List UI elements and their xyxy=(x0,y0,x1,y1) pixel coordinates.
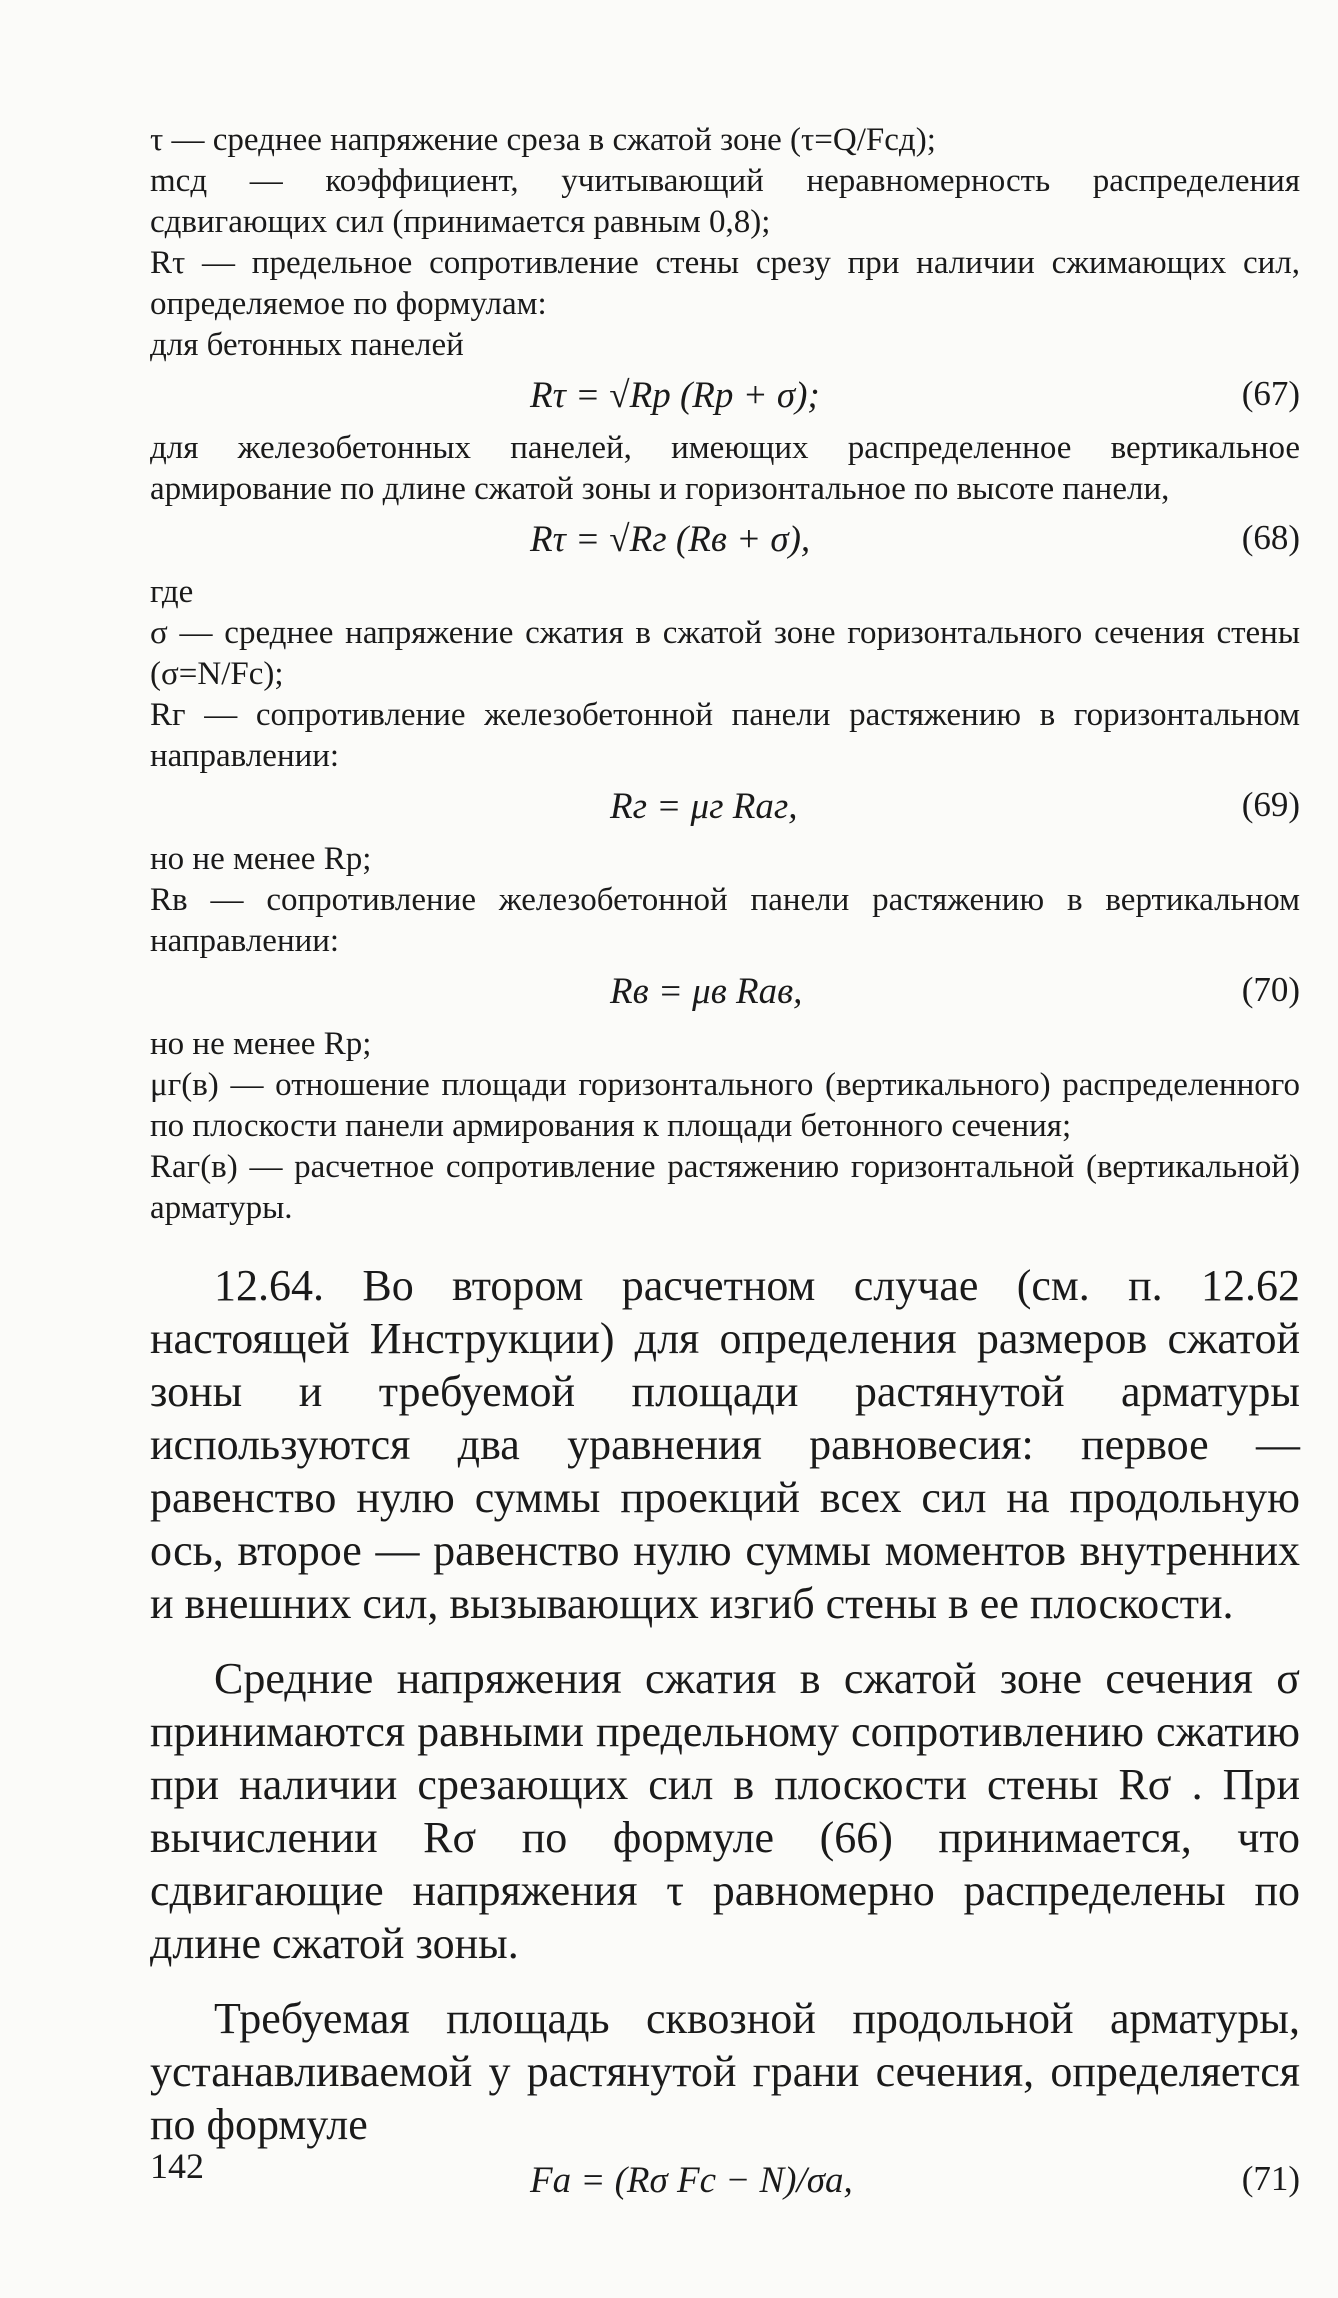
paragraph-12-64: 12.64. Во втором расчетном случае (см. п. 12.62 настоящей Инструкции) для определения размеров сжатой зоны и требуемой площади растянутой арматуры используются два уравнения равновесия: первое — равенство нулю суммы проекций всех сил на продольную ось, второе — равенство нулю суммы моментов внутренних и внешних сил, вызывающих изгиб стены в ее плоскости. xyxy=(150,1261,1300,1628)
definition-r-v: Rв — сопротивление железобетонной панели растяжению в вертикальном направлении: xyxy=(150,882,1300,959)
text-reinforced: для железобетонных панелей, имеющих распределенное вертикальное армирование по длине сжатой зоны и горизонтальное по высоте панели, xyxy=(150,430,1300,507)
definitions-mid xyxy=(150,572,1300,777)
formula-68-number: (68) xyxy=(1241,518,1300,557)
definition-mu: μг(в) — отношение площади горизонтального (вертикального) распределенного по плоскости панели армирования к площади бетонного сечения; xyxy=(150,1067,1300,1144)
definition-r-a: Rаг(в) — расчетное сопротивление растяжению горизонтальной (вертикальной) арматуры. xyxy=(150,1149,1300,1226)
label-concrete: для бетонных панелей xyxy=(150,327,464,363)
formula-71-number: (71) xyxy=(1241,2159,1300,2198)
definition-tau: τ — среднее напряжение среза в сжатой зоне (τ=Q/Fсд); xyxy=(150,122,936,158)
definition-r-tau: Rτ — предельное сопротивление стены срезу при наличии сжимающих сил, определяемое по формулам: xyxy=(150,245,1300,322)
paragraph-area: Требуемая площадь сквозной продольной арматуры, устанавливаемой у растянутой грани сечения, определяется по формуле xyxy=(150,1994,1300,2149)
paragraph-stress: Средние напряжения сжатия в сжатой зоне сечения σ принимаются равными предельному сопротивлению сжатию при наличии срезающих сил в плоскости стены Rσ . При вычислении Rσ по формуле (66) принимается, что сдвигающие напряжения τ равномерно распределены по длине сжатой зоны. xyxy=(150,1654,1300,1968)
formula-68-expr: Rτ = √Rг (Rв + σ), xyxy=(530,519,811,560)
formula-71-expr: Fа = (Rσ Fс − N)/σа, xyxy=(530,2160,853,2201)
page-number: 142 xyxy=(150,2146,204,2186)
definition-m: mсд — коэффициент, учитывающий неравномерность распределения сдвигающих сил (принимается равным 0,8); xyxy=(150,163,1300,240)
formula-69-number: (69) xyxy=(1241,785,1300,824)
formula-70 xyxy=(150,962,1300,1024)
formula-67-expr: Rτ = √Rр (Rр + σ); xyxy=(530,375,820,416)
formula-69-expr: Rг = μг Rаг, xyxy=(610,786,798,827)
formula-70-expr: Rв = μв Rав, xyxy=(610,971,803,1012)
formula-67 xyxy=(150,366,1300,428)
not-less-2: но не менее Rр; xyxy=(150,1026,372,1062)
formula-71 xyxy=(150,2151,1300,2213)
formula-70-number: (70) xyxy=(1241,970,1300,1009)
definition-r-g: Rг — сопротивление железобетонной панели растяжению в горизонтальном направлении: xyxy=(150,697,1300,774)
formula-68 xyxy=(150,510,1300,572)
formula-69 xyxy=(150,777,1300,839)
not-less-1: но не менее Rр; xyxy=(150,841,372,877)
definition-sigma: σ — среднее напряжение сжатия в сжатой зоне горизонтального сечения стены (σ=N/Fс); xyxy=(150,615,1300,692)
formula-67-number: (67) xyxy=(1241,374,1300,413)
where-label: где xyxy=(150,574,194,610)
page-content xyxy=(150,120,1300,2213)
definitions-top xyxy=(150,120,1300,366)
definitions-bottom xyxy=(150,1024,1300,1229)
